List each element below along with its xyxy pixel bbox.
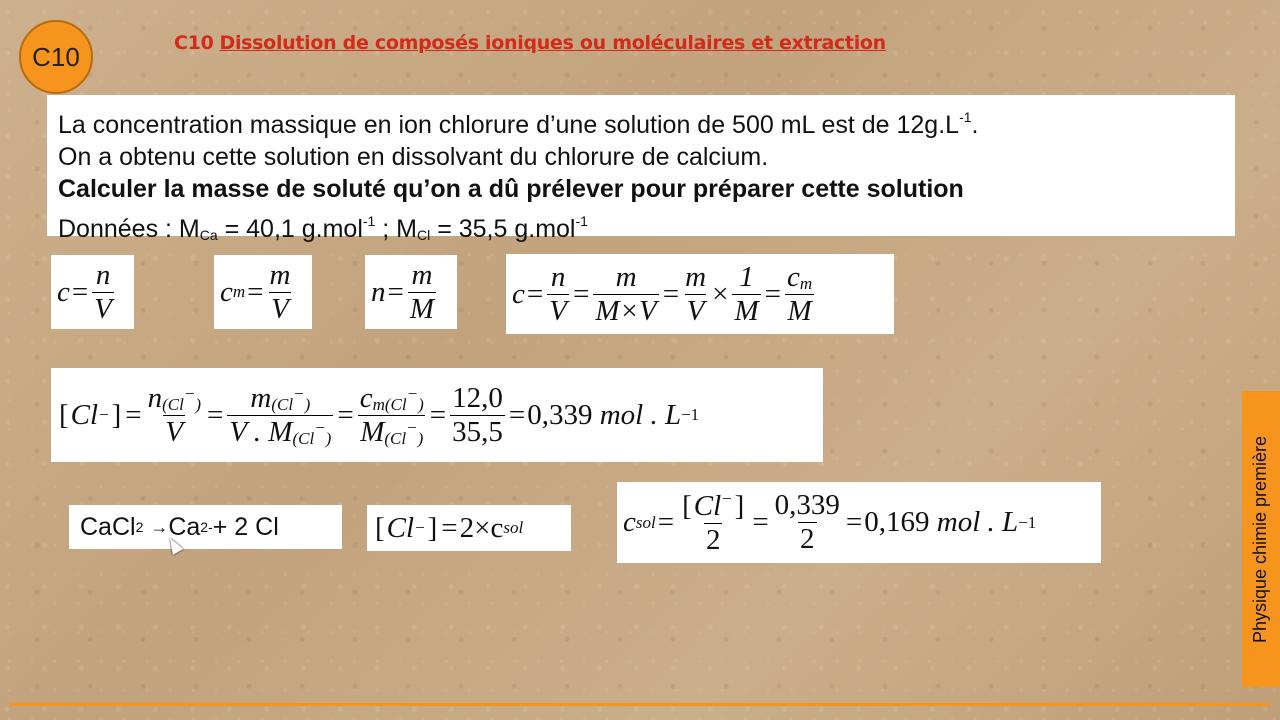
formula-concentration: c = $\frac{n}{V}$ (51, 255, 134, 329)
statement-question: Calculer la masse de soluté qu’on a dû prélever pour préparer cette solution (58, 175, 964, 203)
statement-line-1: La concentration massique en ion chlorure d’une solution de 500 mL est de $12g.L^{-1}$. (58, 109, 979, 139)
formula-amount: n = $\frac{m}{M}$ (365, 255, 457, 329)
bottom-divider (10, 703, 1270, 706)
formula-chloride-ratio: [ Cl − ] = 2×c sol (367, 505, 571, 551)
chapter-badge: C10 (19, 20, 93, 94)
subject-sidebar (1242, 391, 1280, 687)
problem-statement (47, 95, 1235, 243)
page-title (174, 32, 886, 54)
title-subtitle: Dissolution de composés ioniques ou moléculaires et extraction (219, 32, 886, 54)
formula-solution-concentration: c sol = $\frac{[Cl^-]}{2}$ = $\frac{0,339}{2}$ = 0,169 mol . L −1 (617, 482, 1101, 563)
formula-mass-concentration: c m = $\frac{m}{V}$ (214, 255, 312, 329)
dissolution-equation: CaCl 2 → Ca 2- + 2 Cl (69, 505, 342, 549)
statement-data: Données : $M_{Ca} = 40,1$ g.mol$^{-1}$ ; $M_{Cl} = 35,5$ g.mol$^{-1}$ (58, 213, 588, 243)
title-code: C10 (174, 32, 214, 54)
statement-line-2: On a obtenu cette solution en dissolvant du chlorure de calcium. (58, 143, 769, 171)
formula-concentration-chain: c = $\frac{n}{V}$ = $\frac{m}{M\times V}$ = $\frac{m}{V}$ × $\frac{1}{M}$ = $\frac{c_m}{M}$ (506, 254, 894, 334)
formula-chloride-concentration: [ Cl − ] = $\frac{n_{(Cl^-)}}{V}$ = $\frac{m_{(Cl^-)}}{V . M_{(Cl^-)}}$ = $\frac{c_{m(Cl^-)}}{M_{(Cl^-)}}$ = $\frac{12,0}{35,5}$ = 0,339 mol . L −1 (51, 368, 823, 462)
sidebar-label: Physique chimie première (1250, 435, 1271, 643)
